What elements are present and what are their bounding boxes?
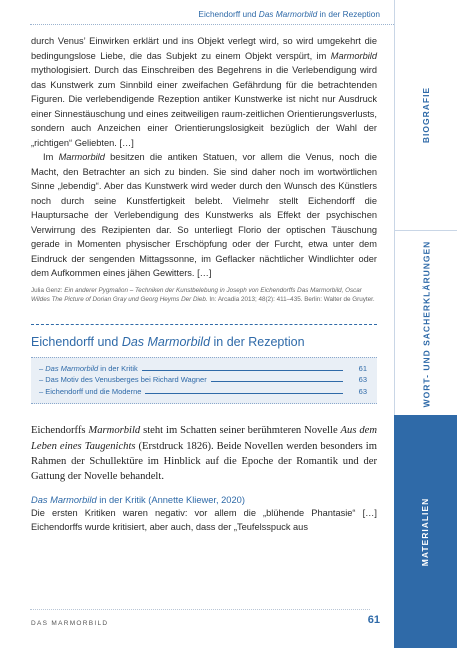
intro-paragraph: [31, 423, 377, 484]
section-heading: [31, 335, 377, 349]
footer-divider: [30, 609, 370, 610]
toc-item-italic: Das Marmorbild: [45, 363, 99, 373]
toc-item-prefix: –: [39, 363, 46, 373]
header-divider: [30, 24, 396, 25]
toc-item[interactable]: [39, 386, 377, 398]
intro-text: Eichendorffs: [31, 425, 89, 437]
page-number: 61: [367, 614, 380, 626]
quote-paragraph-1: durch Venus’ Einwirken erklärt und ins Objekt verlegt wird, so wird umgekehrt die bedingungslose Liebe, die das Subjekt zu einem Objekt verspürt, im Marmorbild mythologisiert. Durch das Einschreiben des Begehrens in die Verlebendigung wird das Kunstwerk zum Sinnbild einer zweifachen Gefährdung für die betrachtenden Figuren. Die verlebendigende Rezeption antiker Kunstwerke ist nicht nur Ausdruck einer Sinnestäuschung und eines zeitweiligen raum-zeitlichen Orientierungsverlusts, sondern auch Anzeichen einer Orientierungslosigkeit bezüglich der Wahl der „richtigen“ Geliebten. […]: [31, 36, 377, 148]
citation-author: Julia Genz:: [31, 286, 65, 294]
section-heading-text-end: in der Rezeption: [210, 334, 305, 349]
header-text: Eichendorff und: [198, 9, 259, 19]
intro-text: (Erstdruck 1826). Beide Novellen werden besonders im Rahmen der Schullektüre im Hinblick auf die Epoche der Romantik und der Gattung der Novelle behandelt.: [31, 440, 377, 483]
citation-title: Ein anderer Pygmalion – Techniken der Kunstbelebung in Joseph von Eichendorffs Das Marmorbild, Oscar Wildes The Picture of Dorian Gray und Georg Heyms Der Dieb.: [31, 286, 362, 304]
toc-item-text: in der Kritik: [98, 363, 138, 373]
tab-label: WORT- UND SACHERKLÄRUNGEN: [421, 240, 432, 407]
intro-italic: Aus dem Leben eines Taugenichts: [31, 425, 377, 452]
section-divider: [31, 324, 377, 325]
section-heading-text: Eichendorff und: [31, 334, 122, 349]
sub-heading: [31, 495, 377, 505]
toc-item-label: – Eichendorff und die Moderne: [39, 386, 142, 396]
quote-paragraph-2: Im Marmorbild besitzen die antiken Statuen, vor allem die Venus, noch die Macht, den Betrachter an sich zu binden. Sie sind daher noch im wortwörtlichen Sinne „lebendig“. Aber das Kunstwerk wird weder durch den Wunsch des Künstlers noch durch seine Kunstfertigkeit belebt. Vielmehr stellt Eichendorff die Hauptursache der Verlebendigung des Kunstwerks als Effekt der psychischen Verwirrung des Rezipienten dar. So unterliegt Florio der optischen Täuschung gerade in Momenten physischer Erschöpfung oder der Furcht, etwa unter dem Eindruck der sengenden Mittagssonne, im Geflacker nächtlicher Windlichter oder dem Aufkommen eines jähen Gewitters. […]: [31, 152, 377, 278]
tab-materialien[interactable]: [394, 415, 457, 648]
toc-item-page: 63: [358, 375, 367, 385]
header-text-end: in der Rezeption: [317, 9, 380, 19]
toc-item-page: 63: [358, 386, 367, 396]
toc-leader-line: [142, 370, 343, 371]
section-heading-italic: Das Marmorbild: [121, 334, 211, 349]
tab-label: MATERIALIEN: [420, 497, 431, 566]
closing-paragraph: Die ersten Kritiken waren negativ: vor allem die „blühende Phantasie“ […] Eichendorffs wurde kritisiert, aber auch, dass der „Teufelsspuck aus: [31, 507, 377, 533]
source-citation: [31, 286, 377, 305]
intro-italic: Marmorbild: [88, 425, 141, 437]
main-content: [31, 34, 377, 535]
citation-publication: In: Arcadia 2013; 48(2): 411–435. Berlin: Walter de Gruyter.: [207, 296, 375, 304]
intro-text: steht im Schatten seiner berühmteren Novelle: [140, 425, 341, 437]
sub-heading-text: in der Kritik (Annette Kliewer, 2020): [96, 494, 245, 505]
toc-leader-line: [211, 381, 343, 382]
toc-item[interactable]: [39, 363, 377, 375]
footer-book-title: DAS MARMORBILD: [31, 620, 109, 627]
tab-wort-und-sacherklaerungen[interactable]: [394, 230, 457, 417]
running-header: [30, 9, 380, 19]
sub-heading-italic: Das Marmorbild: [31, 494, 97, 505]
tab-biografie[interactable]: [394, 0, 457, 230]
toc-item-page: 61: [358, 363, 367, 373]
toc-item-label: [39, 363, 138, 375]
header-title-italic: Das Marmorbild: [258, 9, 318, 19]
table-of-contents: [31, 357, 377, 405]
toc-item-label: – Das Motiv des Venusberges bei Richard Wagner: [39, 375, 207, 385]
toc-item[interactable]: [39, 374, 377, 386]
tab-label: BIOGRAFIE: [421, 86, 432, 144]
toc-leader-line: [145, 393, 343, 394]
